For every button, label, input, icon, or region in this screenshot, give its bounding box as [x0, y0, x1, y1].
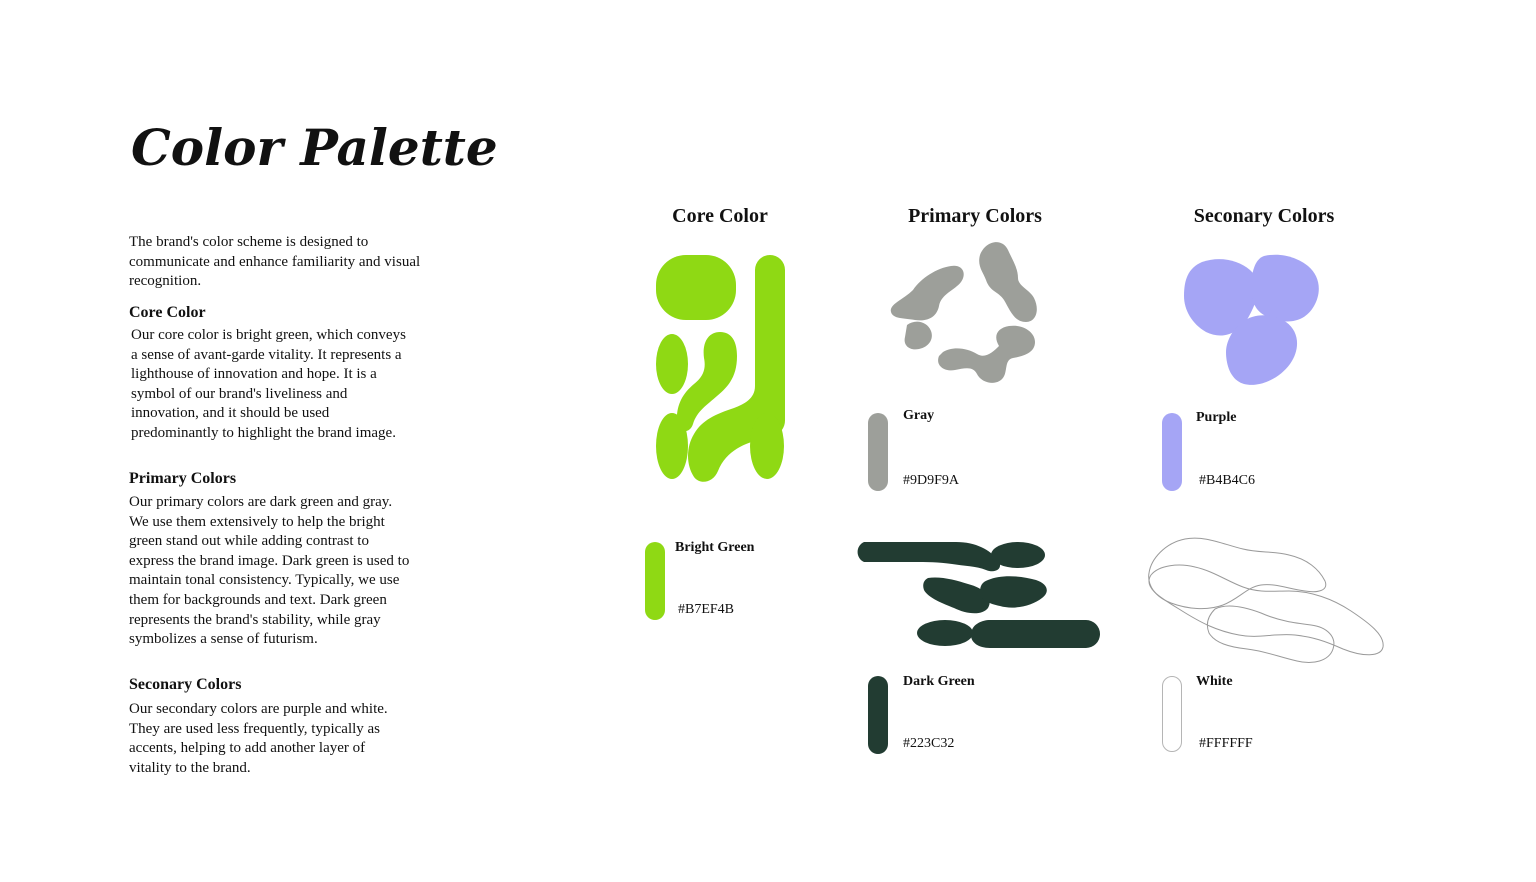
- purple-shape: [1180, 252, 1330, 387]
- purple-swatch: [1162, 413, 1182, 491]
- gray-hex: #9D9F9A: [903, 473, 960, 488]
- gray-name: Gray: [903, 408, 935, 423]
- page-title: Color Palette: [131, 118, 498, 177]
- bright-green-name: Bright Green: [675, 540, 755, 555]
- bright-green-hex: #B7EF4B: [678, 602, 735, 617]
- purple-name: Purple: [1196, 410, 1237, 425]
- core-color-text: Our core color is bright green, which conveys a sense of avant-garde vitality. It represents a lighthouse of innovation and hope. It is a symbol of our brand's liveliness and innovation, and it should be used predominantly to highlight the brand image.: [131, 327, 406, 441]
- white-shape: [1145, 535, 1390, 665]
- secondary-colors-text: Our secondary colors are purple and white. They are used less frequently, typically as accents, helping to add another layer of vitality to the brand.: [129, 701, 388, 776]
- intro-text: The brand's color scheme is designed to communicate and enhance familiarity and visual recognition.: [129, 234, 421, 290]
- dark-green-name: Dark Green: [903, 674, 975, 689]
- white-name: White: [1196, 674, 1233, 689]
- secondary-colors-heading: Seconary Colors: [129, 676, 242, 693]
- gray-shape: [885, 240, 1060, 385]
- white-hex: #FFFFFF: [1199, 736, 1253, 751]
- purple-hex: #B4B4C6: [1199, 473, 1256, 488]
- secondary-colors-column-title: Seconary Colors: [1193, 205, 1335, 227]
- primary-colors-text: Our primary colors are dark green and gray. We use them extensively to help the bright green stand out while adding contrast to express the brand image. Dark green is used to maintain tonal consistency. Typically, we use them for backgrounds and text. Dark green represents the brand's stability, while gray symbolizes a sense of futurism.: [129, 494, 410, 648]
- core-color-heading: Core Color: [129, 304, 206, 321]
- dark-green-swatch: [868, 676, 888, 754]
- white-swatch: [1162, 676, 1182, 752]
- bright-green-shape: [650, 250, 790, 485]
- primary-colors-heading: Primary Colors: [129, 470, 237, 487]
- gray-swatch: [868, 413, 888, 491]
- bright-green-swatch: [645, 542, 665, 620]
- primary-colors-column-title: Primary Colors: [908, 205, 1042, 227]
- dark-green-shape: [850, 538, 1110, 650]
- core-color-column-title: Core Color: [672, 205, 768, 227]
- dark-green-hex: #223C32: [903, 736, 955, 751]
